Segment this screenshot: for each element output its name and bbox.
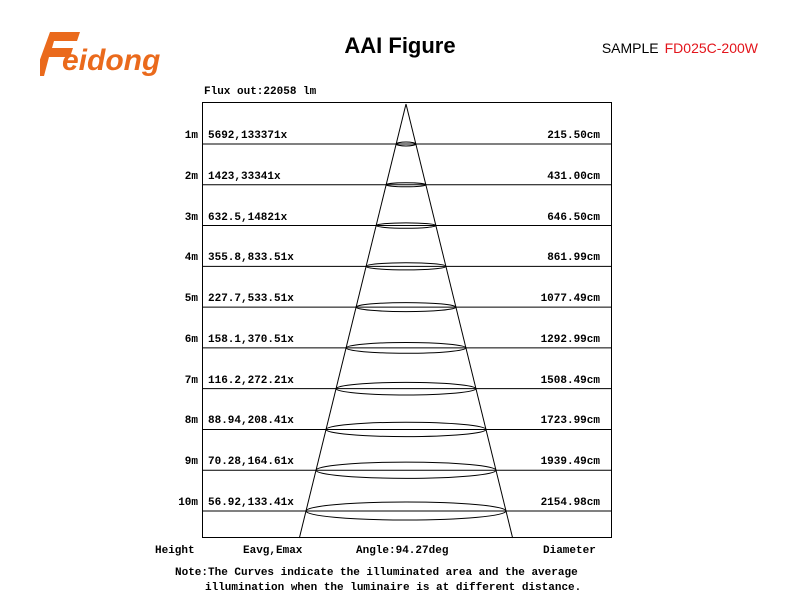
- row-eavg-emax: 158.1,370.51x: [208, 333, 294, 346]
- row-eavg-emax: 70.28,164.61x: [208, 456, 294, 469]
- row-eavg-emax: 5692,133371x: [208, 130, 288, 142]
- cone-right-edge: [406, 104, 513, 538]
- flux-output: Flux out:22058 lm: [204, 86, 317, 98]
- model-number: FD025C-200W: [664, 40, 758, 56]
- row-eavg-emax: 116.2,272.21x: [208, 374, 294, 387]
- row-diameter: 1292.99cm: [540, 333, 600, 346]
- row-diameter: 215.50cm: [547, 130, 600, 142]
- diameter-header: Diameter: [543, 545, 596, 557]
- row-diameter: 1508.49cm: [540, 374, 600, 387]
- eavg-header: Eavg,Emax: [243, 545, 303, 557]
- row-height: 5m: [184, 293, 198, 306]
- row-diameter: 431.00cm: [547, 170, 600, 183]
- row-diameter: 646.50cm: [547, 211, 600, 224]
- row-height: 3m: [184, 211, 198, 224]
- row-eavg-emax: 355.8,833.51x: [208, 252, 294, 265]
- figure-note: [175, 566, 581, 596]
- note-line-2: illumination when the luminaire is at different distance.: [205, 582, 582, 594]
- illumination-ellipses: [306, 142, 506, 520]
- sample-text: SAMPLE: [601, 40, 659, 56]
- row-eavg-emax: 88.94,208.41x: [208, 415, 294, 428]
- brand-wordmark: eidong: [62, 44, 161, 77]
- note-line-1: Note:The Curves indicate the illuminated area and the average: [175, 567, 578, 579]
- cone-outline: [299, 104, 512, 538]
- row-height: 10m: [178, 497, 198, 509]
- row-diameter: 2154.98cm: [540, 497, 600, 509]
- row-height: 8m: [184, 415, 198, 428]
- row-eavg-emax: 1423,33341x: [208, 170, 281, 183]
- row-height: 9m: [184, 456, 198, 469]
- height-header: Height: [155, 545, 195, 557]
- row-eavg-emax: 227.7,533.51x: [208, 293, 294, 306]
- page-title: AAI Figure: [344, 33, 456, 58]
- angle-header: Angle:94.27deg: [356, 545, 449, 557]
- row-height: 1m: [184, 130, 198, 142]
- row-height: 7m: [184, 374, 198, 387]
- row-diameter: 1939.49cm: [540, 456, 600, 469]
- row-diameter: 1077.49cm: [540, 293, 600, 306]
- row-diameter: 861.99cm: [547, 252, 600, 265]
- row-height: 4m: [184, 252, 198, 265]
- row-height: 2m: [184, 170, 198, 183]
- row-height: 6m: [184, 333, 198, 346]
- row-eavg-emax: 56.92,133.41x: [208, 497, 294, 509]
- row-diameter: 1723.99cm: [540, 415, 600, 428]
- row-eavg-emax: 632.5,14821x: [208, 211, 288, 224]
- cone-left-edge: [299, 104, 406, 538]
